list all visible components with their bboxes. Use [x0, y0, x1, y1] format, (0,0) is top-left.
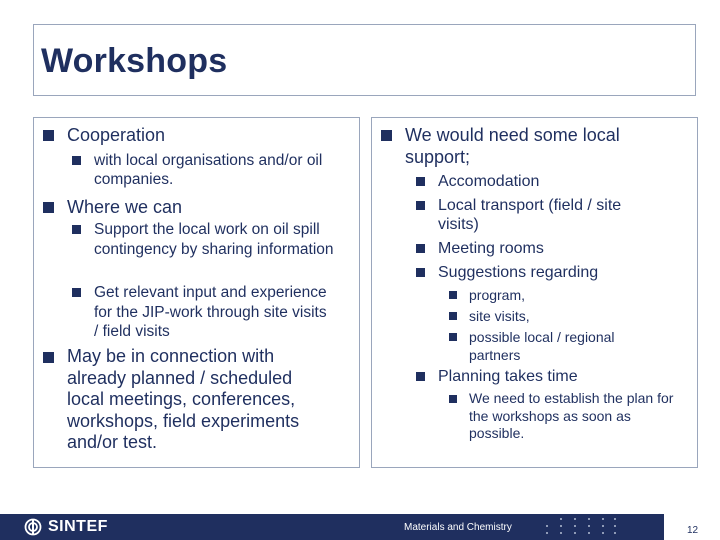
bullet-where: Where we can [43, 196, 348, 218]
bullet-connection: May be in connection with already planned / scheduled local meetings, conferences, workshops, field experiments and/or test. [43, 346, 333, 454]
square-bullet-icon [72, 288, 81, 297]
item-planning: Planning takes time [416, 367, 686, 387]
square-bullet-icon [381, 130, 392, 141]
bullet-where-sub-1: Support the local work on oil spill contingency by sharing information [72, 220, 334, 259]
suggestion-partners: possible local / regional partners [449, 328, 649, 364]
right-panel [371, 117, 698, 468]
suggestion-program: program, [449, 286, 679, 304]
square-bullet-icon [416, 372, 425, 381]
square-bullet-icon [416, 177, 425, 186]
square-bullet-icon [416, 201, 425, 210]
sintef-logo [24, 517, 108, 537]
item-meeting-rooms: Meeting rooms [416, 239, 686, 259]
square-bullet-icon [72, 225, 81, 234]
bullet-where-sub-2: Get relevant input and experience for the JIP-work through site visits / field visits [72, 283, 334, 342]
square-bullet-icon [43, 352, 54, 363]
planning-sub: We need to establish the plan for the workshops as soon as possible. [449, 390, 689, 443]
item-accomodation: Accomodation [416, 172, 686, 192]
square-bullet-icon [449, 312, 457, 320]
square-bullet-icon [416, 268, 425, 277]
square-bullet-icon [43, 130, 54, 141]
square-bullet-icon [43, 202, 54, 213]
bullet-cooperation: Cooperation [43, 124, 348, 146]
bullet-cooperation-sub: with local organisations and/or oil companies. [72, 151, 334, 189]
bullet-need: We would need some local support; [381, 124, 681, 168]
square-bullet-icon [449, 333, 457, 341]
item-local-transport: Local transport (field / site visits) [416, 196, 656, 234]
slide-title: Workshops [41, 42, 228, 80]
sintef-logo-icon [24, 518, 42, 536]
logo-text: SINTEF [48, 518, 108, 535]
footer-bar [0, 514, 664, 540]
square-bullet-icon [416, 244, 425, 253]
suggestion-site-visits: site visits, [449, 307, 679, 325]
square-bullet-icon [449, 291, 457, 299]
square-bullet-icon [449, 395, 457, 403]
item-suggestions: Suggestions regarding [416, 263, 686, 283]
page-number: 12 [687, 525, 699, 536]
footer-label: Materials and Chemistry [404, 522, 512, 533]
dot-pattern [546, 517, 616, 537]
left-panel [33, 117, 360, 468]
title-box [33, 24, 696, 96]
square-bullet-icon [72, 156, 81, 165]
